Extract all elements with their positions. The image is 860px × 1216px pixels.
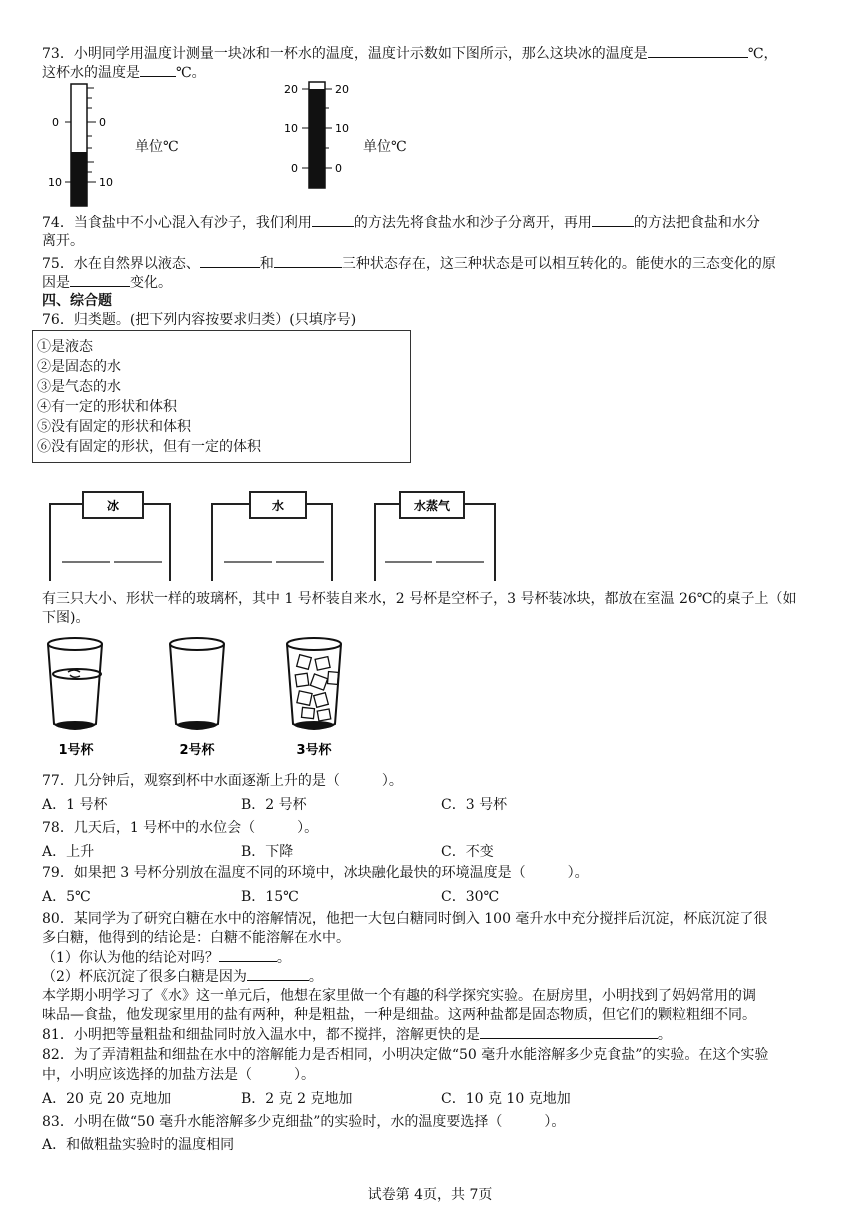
q76-item: ①是液态 (37, 339, 93, 355)
q80-blank-2[interactable] (247, 967, 309, 981)
q75-line2: 因是 变化。 (42, 275, 172, 291)
svg-text:20: 20 (335, 83, 349, 96)
q82-option-a[interactable]: A．20 克 20 克地加 (42, 1091, 172, 1107)
cup-label-3: 3号杯 (296, 743, 332, 758)
q77-stem: 77．几分钟后，观察到杯中水面逐渐上升的是（ ）。 (42, 773, 403, 789)
q77-option-b[interactable]: B．2 号杯 (241, 797, 307, 813)
therm1-right-0: 0 (99, 116, 106, 129)
therm2-unit: 单位℃ (363, 139, 407, 155)
q83-option-a[interactable]: A．和做粗盐实验时的温度相同 (42, 1137, 235, 1153)
q74-line2: 离开。 (42, 233, 84, 249)
q80-sub1: （1）你认为他的结论对吗？ 。 (42, 950, 291, 966)
svg-text:0: 0 (291, 162, 298, 175)
q74-blank-1[interactable] (312, 213, 354, 227)
therm1-right-10: 10 (99, 176, 113, 189)
q78-option-c[interactable]: C．不变 (441, 844, 494, 860)
salt-intro-line2: 味品—食盐，他发现家里用的盐有两种，种是粗盐，一种是细盐。这两种盐都是固态物质，但它们的颗粒粗细不同。 (42, 1007, 756, 1023)
q81-blank[interactable] (480, 1025, 658, 1039)
q82-line2: 中，小明应该选择的加盐方法是（ ）。 (42, 1067, 315, 1083)
therm1-unit: 单位℃ (135, 139, 179, 155)
salt-intro-line1: 本学期小明学习了《水》这一单元后，他想在家里做一个有趣的科学探究实验。在厨房里，小明找到了妈妈常用的调 (42, 988, 756, 1004)
q76-item: ④有一定的形状和体积 (37, 399, 177, 415)
q77-option-c[interactable]: C．3 号杯 (441, 797, 508, 813)
box-label-water: 水 (271, 499, 285, 513)
q76-item: ②是固态的水 (37, 359, 121, 375)
q76-item: ③是气态的水 (37, 379, 121, 395)
q76-item: ⑤没有固定的形状和体积 (37, 419, 191, 435)
q78-option-a[interactable]: A．上升 (42, 844, 95, 860)
page-footer: 试卷第 4页，共 7页 (367, 1187, 493, 1203)
therm1-left-10: 10 (48, 176, 62, 189)
q74-blank-2[interactable] (592, 213, 634, 227)
q79-stem: 79．如果把 3 号杯分别放在温度不同的环境中，冰块融化最快的环境温度是（ ）。 (42, 865, 589, 881)
q82-option-b[interactable]: B．2 克 2 克地加 (241, 1091, 353, 1107)
q81-stem: 81．小明把等量粗盐和细盐同时放入温水中，都不搅拌，溶解更快的是 。 (42, 1027, 672, 1043)
section-heading: 四、综合题 (42, 293, 112, 309)
svg-text:20: 20 (284, 83, 298, 96)
svg-text:0: 0 (335, 162, 342, 175)
q82-line1: 82．为了弄清粗盐和细盐在水中的溶解能力是否相同，小明决定做“50 毫升水能溶解多少克食盐”的实验。在这个实验 (42, 1047, 769, 1063)
svg-text:10: 10 (335, 122, 349, 135)
q79-option-b[interactable]: B．15℃ (241, 889, 299, 905)
q80-sub2: （2）杯底沉淀了很多白糖是因为 。 (42, 969, 323, 985)
cups-intro-line2: 下图)。 (42, 610, 90, 626)
q79-option-a[interactable]: A．5℃ (42, 889, 91, 905)
q76-item: ⑥没有固定的形状，但有一定的体积 (37, 439, 261, 455)
q78-stem: 78．几天后，1 号杯中的水位会（ ）。 (42, 820, 319, 836)
q73-line1: 73．小明同学用温度计测量一块冰和一杯水的温度，温度计示数如下图所示，那么这块冰的温度是 ℃， (42, 46, 778, 62)
q73-blank-ice[interactable] (648, 44, 748, 58)
cup-label-1: 1号杯 (58, 743, 94, 758)
three-cups-image (40, 630, 360, 762)
q83-stem: 83．小明在做“50 毫升水能溶解多少克细盐”的实验时，水的温度要选择（ ）。 (42, 1114, 566, 1130)
q80-blank-1[interactable] (219, 948, 277, 962)
q73-line2: 这杯水的温度是 ℃。 (42, 65, 206, 81)
q80-line1: 80．某同学为了研究白糖在水中的溶解情况，他把一大包白糖同时倒入 100 毫升水中充分搅拌后沉淀，杯底沉淀了很 (42, 911, 768, 927)
thermometer-ice-image (48, 82, 128, 208)
q75-blank-2[interactable] (274, 254, 342, 268)
q77-option-a[interactable]: A．1 号杯 (42, 797, 108, 813)
q76-stem: 76．归类题。(把下列内容按要求归类）(只填序号) (42, 312, 357, 328)
box-label-vapor: 水蒸气 (413, 499, 451, 513)
q75-blank-1[interactable] (200, 254, 260, 268)
q73-blank-water[interactable] (140, 63, 176, 77)
svg-text:10: 10 (284, 122, 298, 135)
q79-option-c[interactable]: C．30℃ (441, 889, 500, 905)
q75-blank-3[interactable] (70, 273, 130, 287)
therm1-left-0: 0 (52, 116, 59, 129)
q76-category-boxes (40, 486, 510, 586)
q78-option-b[interactable]: B．下降 (241, 844, 294, 860)
q80-line2: 多白糖，他得到的结论是：白糖不能溶解在水中。 (42, 930, 350, 946)
box-label-ice: 冰 (106, 499, 120, 513)
q75-line1: 75．水在自然界以液态、 和 三种状态存在，这三种状态是可以相互转化的。能使水的三态变化的原 (42, 256, 776, 272)
cup-label-2: 2号杯 (179, 743, 215, 758)
cups-intro-line1: 有三只大小、形状一样的玻璃杯，其中 1 号杯装自来水，2 号杯是空杯子，3 号杯装冰块，都放在室温 26℃的桌子上（如 (42, 591, 797, 607)
thermometer-water-image (282, 80, 362, 190)
q74-line1: 74．当食盐中不小心混入有沙子，我们利用 的方法先将食盐水和沙子分离开，再用 的方法把食盐和水分 (42, 215, 760, 231)
q82-option-c[interactable]: C．10 克 10 克地加 (441, 1091, 571, 1107)
